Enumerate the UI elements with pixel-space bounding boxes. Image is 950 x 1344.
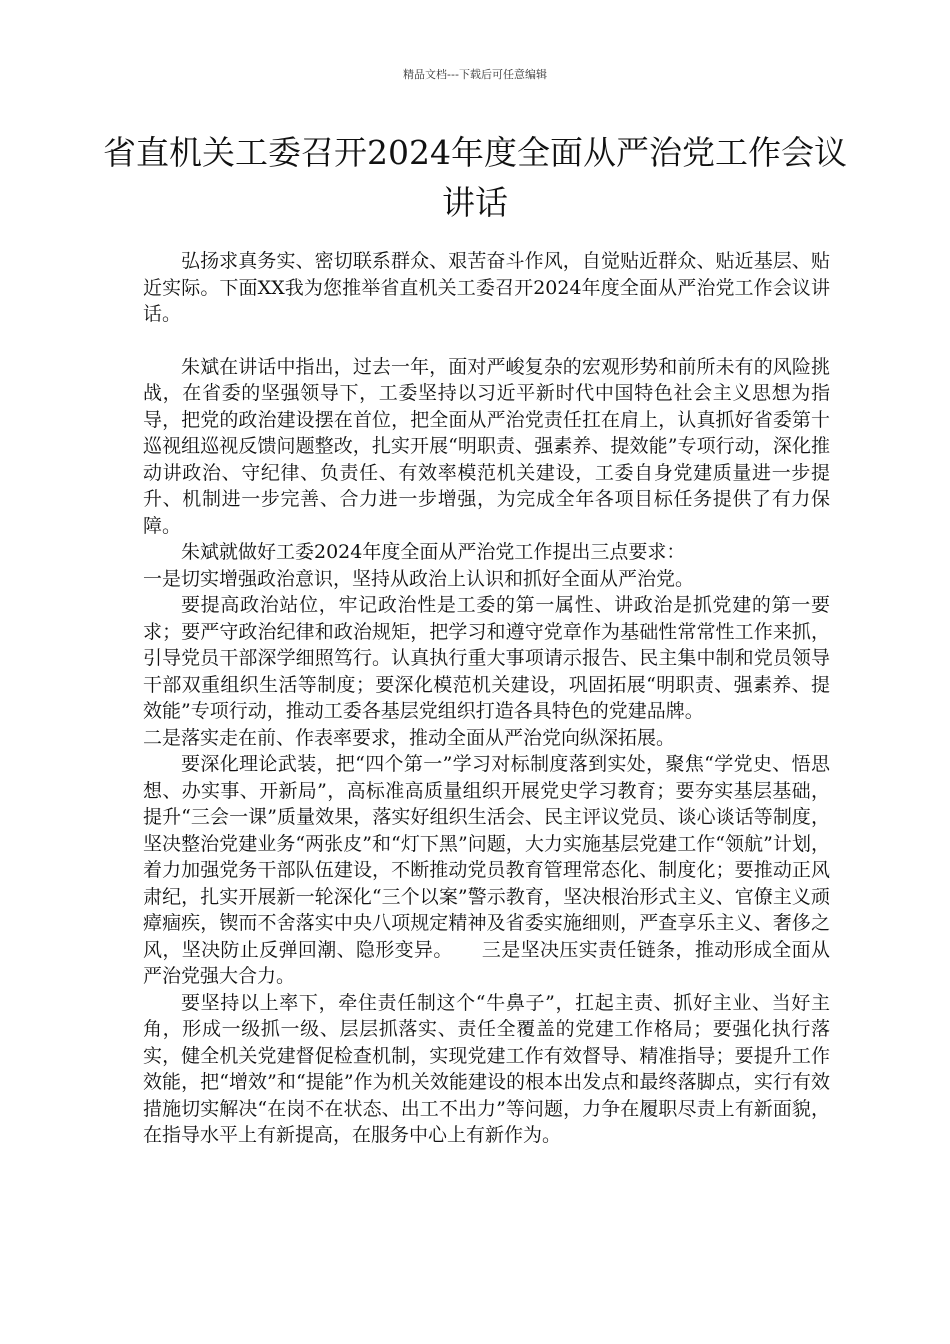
- body-paragraph: 要深化理论武装，把“四个第一”学习对标制度落到实处，聚焦“学党史、悟思想、办实事、开新局”，高标准高质量组织开展党史学习教育；要夯实基层基础，提升“三会一课”质量效果，落实好组织生活会、民主评议党员、谈心谈话等制度，坚决整治党建业务“两张皮”和“灯下黑”问题，大力实施基层党建工作“领航”计划，着力加强党务干部队伍建设，不断推动党员教育管理常态化、制度化；要推动正风肃纪，扎实开展新一轮深化“三个以案”警示教育，坚决根治形式主义、官僚主义顽瘴痼疾，锲而不舍落实中央八项规定精神及省委实施细则，严查享乐主义、奢侈之风，坚决防止反弹回潮、隐形变异。 三是坚决压实责任链条，推动形成全面从严治党强大合力。: [143, 753, 830, 987]
- body-paragraph: 朱斌在讲话中指出，过去一年，面对严峻复杂的宏观形势和前所未有的风险挑战，在省委的坚强领导下，工委坚持以习近平新时代中国特色社会主义思想为指导，把党的政治建设摆在首位，把全面从严治党责任扛在肩上，认真抓好省委第十巡视组巡视反馈问题整改，扎实开展“明职责、强素养、提效能”专项行动，深化推动讲政治、守纪律、负责任、有效率模范机关建设，工委自身党建质量进一步提升、机制进一步完善、合力进一步增强，为完成全年各项目标任务提供了有力保障。: [143, 355, 830, 537]
- body-paragraph: 要提高政治站位，牢记政治性是工委的第一属性、讲政治是抓党建的第一要求；要严守政治纪律和政治规矩，把学习和遵守党章作为基础性常常性工作来抓，引导党员干部深学细照笃行。认真执行重大事项请示报告、民主集中制和党员领导干部双重组织生活等制度；要深化模范机关建设，巩固拓展“明职责、强素养、提效能”专项行动，推动工委各基层党组织打造各具特色的党建品牌。: [143, 594, 830, 722]
- section-heading-1: 一是切实增强政治意识，坚持从政治上认识和抓好全面从严治党。: [143, 567, 695, 590]
- section-heading-2: 二是落实走在前、作表率要求，推动全面从严治党向纵深拓展。: [143, 726, 676, 749]
- body-paragraph: 要坚持以上率下，牵住责任制这个“牛鼻子”，扛起主责、抓好主业、当好主角，形成一级抓一级、层层抓落实、责任全覆盖的党建工作格局；要强化执行落实，健全机关党建督促检查机制，实现党建工作有效督导、精准指导；要提升工作效能，把“增效”和“提能”作为机关效能建设的根本出发点和最终落脚点，实行有效措施切实解决“在岗不在状态、出工不出力”等问题，力争在履职尽责上有新面貌，在指导水平上有新提高，在服务中心上有新作为。: [143, 991, 830, 1146]
- body-paragraph: 朱斌就做好工委2024年度全面从严治党工作提出三点要求：: [181, 541, 686, 563]
- document-title: 省直机关工委召开2024年度全面从严治党工作会议讲话: [103, 133, 847, 222]
- header-note: 精品文档---下载后可任意编辑: [403, 68, 547, 81]
- document-body: [143, 248, 830, 1149]
- intro-paragraph: 弘扬求真务实、密切联系群众、艰苦奋斗作风，自觉贴近群众、贴近基层、贴近实际。下面XX我为您推举省直机关工委召开2024年度全面从严治党工作会议讲话。: [143, 250, 830, 325]
